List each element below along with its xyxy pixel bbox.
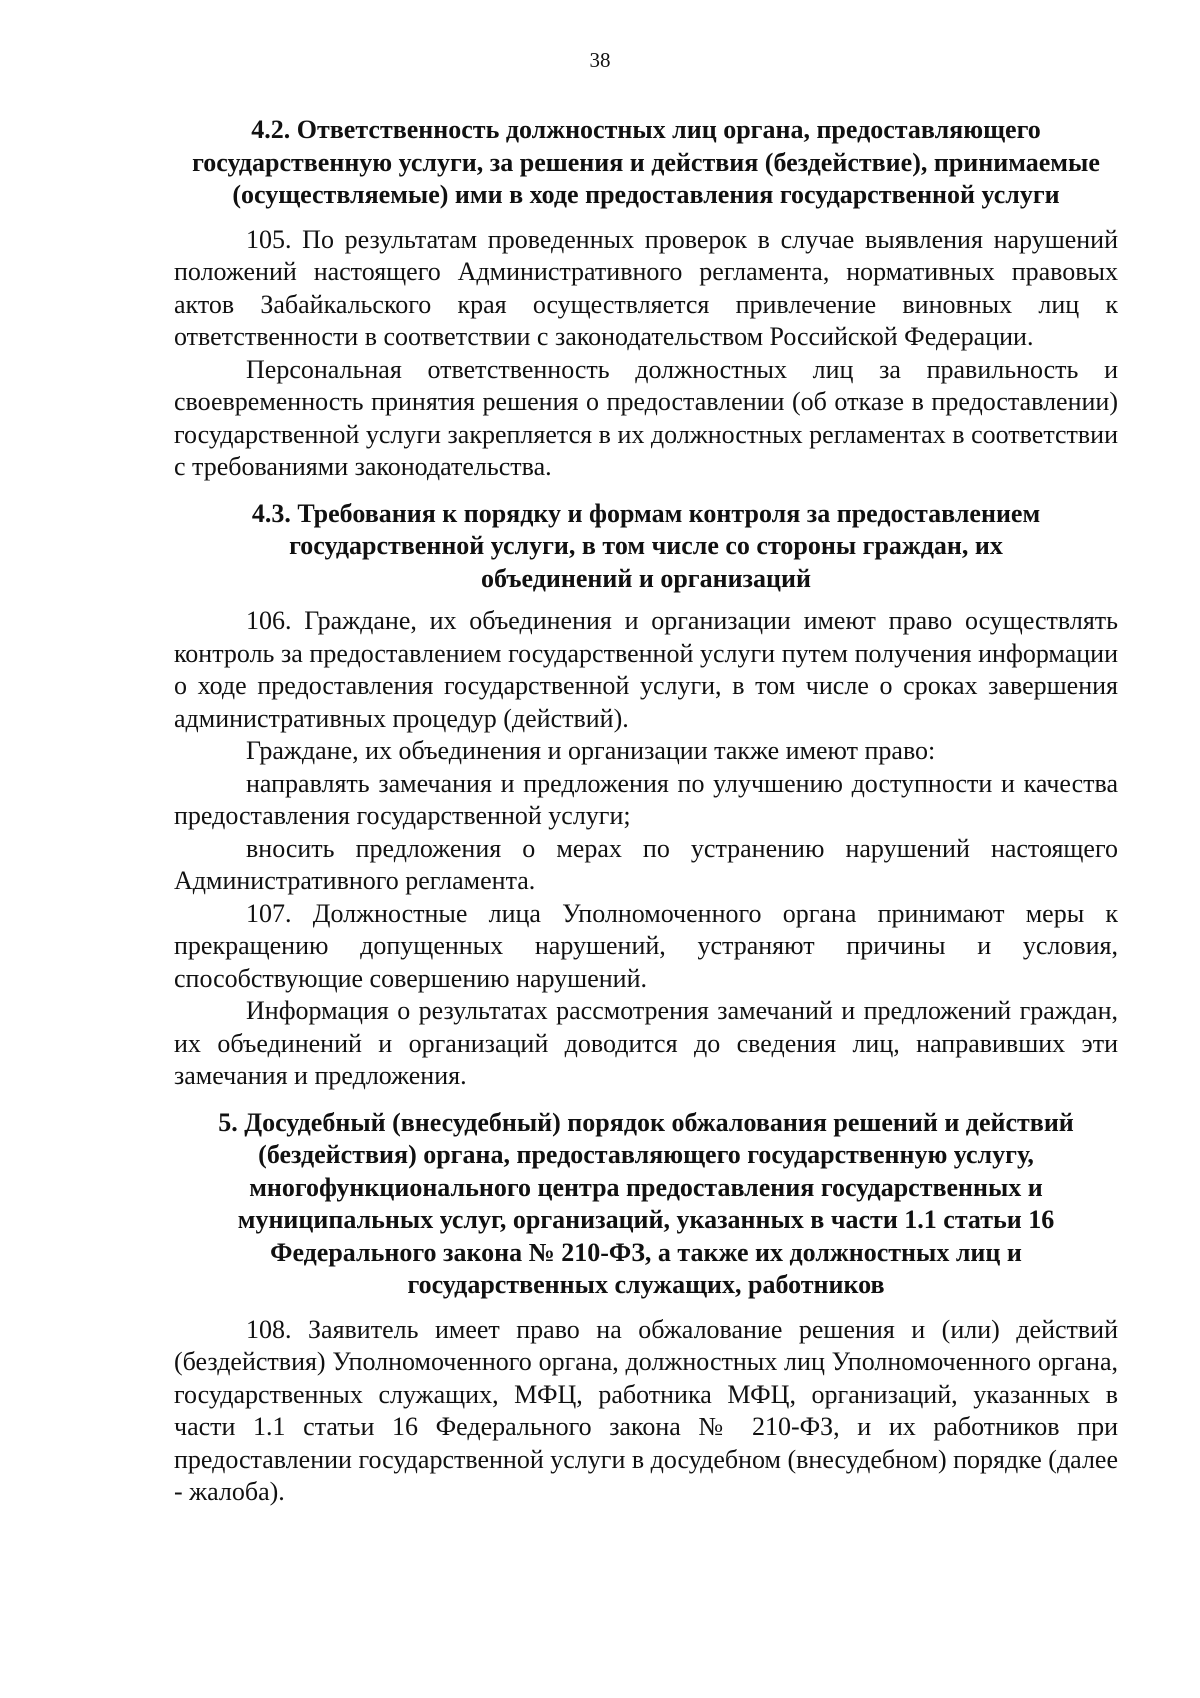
page-number: 38: [589, 48, 611, 72]
section-heading: 5. Досудебный (внесудебный) порядок обжалования решений и действий (бездействия) органа, предоставляющего государственную услугу, многофункционального центра предоставления государственных и муниципальных услуг, организаций, указанных в части 1.1 статьи 16 Федерального закона № 210-ФЗ, а также их должностных лиц и государственных служащих, работников: [218, 1107, 1074, 1299]
document-body: [174, 114, 1118, 1509]
section-5: [174, 1107, 1118, 1509]
paragraph: Персональная ответственность должностных лиц за правильность и своевременность принятия решения о предоставлении (об отказе в предоставлении) государственной услуги закрепляется в их должностных регламентах в соответствии с требованиями законодательства.: [174, 354, 1118, 481]
section-heading: 4.3. Требования к порядку и формам контроля за предоставлением государственной услуги, в том числе со стороны граждан, их объединений и организаций: [251, 498, 1041, 593]
paragraph: 107. Должностные лица Уполномоченного органа принимают меры к прекращению допущенных нарушений, устраняют причины и условия, способствующие совершению нарушений.: [174, 898, 1118, 993]
section-4-3: [174, 498, 1118, 1093]
section-4-2: [174, 114, 1118, 484]
paragraph: 106. Граждане, их объединения и организации имеют право осуществлять контроль за предоставлением государственной услуги путем получения информации о ходе предоставления государственной услуги, в том числе о сроках завершения административных процедур (действий).: [174, 606, 1118, 733]
paragraph: Граждане, их объединения и организации также имеют право:: [246, 736, 936, 765]
paragraph: 108. Заявитель имеет право на обжалование решения и (или) действий (бездействия) Уполномоченного органа, должностных лиц Уполномоченного органа, государственных служащих, МФЦ, работника МФЦ, организаций, указанных в части 1.1 статьи 16 Федерального закона № 210-ФЗ, и их работников при предоставлении государственной услуги в досудебном (внесудебном) порядке (далее - жалоба).: [174, 1314, 1118, 1506]
section-heading: 4.2. Ответственность должностных лиц органа, предоставляющего государственную услуги, за решения и действия (бездействие), принимаемые (осуществляемые) ими в ходе предоставления государственной услуги: [192, 115, 1100, 209]
paragraph: вносить предложения о мерах по устранению нарушений настоящего Административного регламента.: [174, 833, 1118, 895]
paragraph: 105. По результатам проведенных проверок в случае выявления нарушений положений настоящего Административного регламента, нормативных правовых актов Забайкальского края осуществляется привлечение виновных лиц к ответственности в соответствии с законодательством Российской Федерации.: [174, 224, 1118, 351]
paragraph: Информация о результатах рассмотрения замечаний и предложений граждан, их объединений и организаций доводится до сведения лиц, направивших эти замечания и предложения.: [174, 996, 1118, 1090]
paragraph: направлять замечания и предложения по улучшению доступности и качества предоставления государственной услуги;: [174, 768, 1118, 830]
